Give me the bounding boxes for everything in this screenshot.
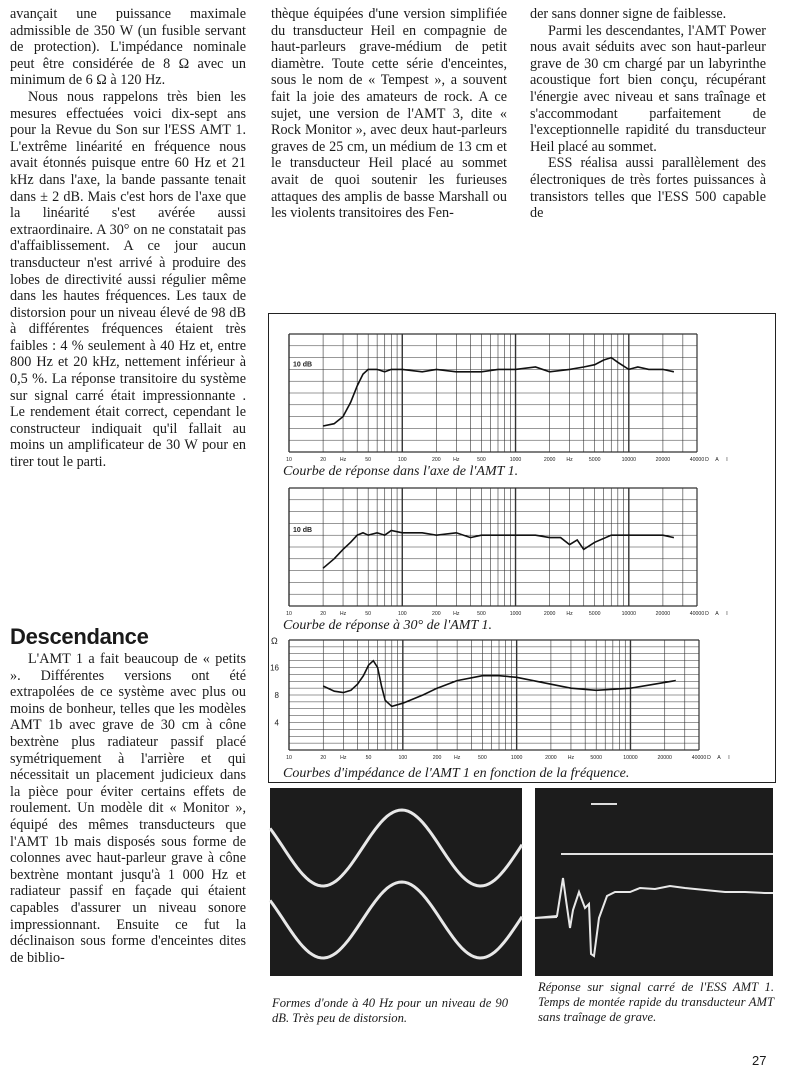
paragraph: L'AMT 1 a fait beaucoup de « petits ». Différentes versions ont été extrapolées de ce système avec plus ou moins de bonheur, telles que les modèles AMT 1b avec grave de 30 cm à cône bextrène plus radiateur passif placé symétriquement à l'arrière et qui nécessitait un placement judicieux dans la pièce pour éviter certains effets de roulement. Un modèle dit « Monitor », équipé des mêmes transducteurs que l'AMT 1b mais disposés sous forme de colonnes avec haut-parleur grave à cône bextrène montant jusqu'à 1 000 Hz et radiateur passif en façade qui étaient capables d'assurer un niveau sonore impressionnant. Ensuite ce fut la déclinaison sous forme d'enceintes dites de biblio- xyxy=(10,651,246,966)
chart-caption: Courbe de réponse dans l'axe de l'AMT 1. xyxy=(283,464,519,479)
article-column-3 xyxy=(530,6,766,222)
tick-label: 100 xyxy=(398,755,408,761)
tick-label: 200 xyxy=(432,611,441,617)
tick-label: 20000 xyxy=(655,611,671,617)
tick-label: 5000 xyxy=(588,611,601,617)
tick-label: 10000 xyxy=(621,611,637,617)
tick-label: 50 xyxy=(365,457,372,463)
tick-label: 1000 xyxy=(509,457,522,463)
tick-label: 10000 xyxy=(621,457,637,463)
tick-label: Hz xyxy=(339,457,347,463)
tick-label: 100 xyxy=(397,457,407,463)
tick-label: 20 xyxy=(320,611,326,617)
tick-label: 2000 xyxy=(545,755,557,761)
tick-label: Hz xyxy=(340,755,347,761)
tick-label: Hz xyxy=(567,755,575,761)
tick-label: 1000 xyxy=(510,755,523,761)
chart-caption: Courbe de réponse à 30° de l'AMT 1. xyxy=(283,618,492,633)
tick-label: Hz xyxy=(453,755,461,761)
paragraph: Nous nous rappelons très bien les mesures effectuées voici dix-sept ans pour la Revue du Son sur l'ESS AMT 1. L'extrême linéarité en fréquence nous avait étonnés puisque entre 60 Hz et 21 kHz dans l'axe, la bande passante tenait dans ± 2 dB. Mais c'est hors de l'axe que la linéarité s'est avérée aussi extraordinaire. A 30° on ne constatait pas d'affaiblissement. A ce jour aucun transducteur n'est arrivé à produire des lobes de directivité aussi régulier même dans les hautes fréquences. Les taux de distorsion pour un niveau élevé de 98 dB à différentes fréquences étaient très faibles : 4 % seulement à 40 Hz et, entre 800 Hz et 20 kHz, nettement inférieur à 0,5 %. La réponse transitoire du système sur signal carré était impressionnante . Le rendement était correct, cependant le constructeur indiquait qu'il fallait au moins un amplificateur de 30 W pour en tirer tout le parti. xyxy=(10,88,246,471)
tick-label: 50 xyxy=(365,755,372,761)
tick-label: 16 xyxy=(270,663,279,673)
tick-label: 5000 xyxy=(588,457,601,463)
series-line xyxy=(323,531,674,569)
chart-caption: Courbes d'impédance de l'AMT 1 en fonction de la fréquence. xyxy=(283,766,630,781)
oscilloscope-sine-waves xyxy=(270,788,522,976)
response-chart-30deg xyxy=(281,486,728,624)
image-caption: Formes d'onde à 40 Hz pour un niveau de 90 dB. Très peu de distorsion. xyxy=(272,996,508,1025)
tick-label: 20 xyxy=(320,457,326,463)
tick-label: 40000 xyxy=(689,457,705,463)
tick-label: 100 xyxy=(397,611,407,617)
paragraph: Parmi les descendantes, l'AMT Power nous avait séduits avec son haut-parleur grave de 30 cm chargé par un labyrinthe acoustique fort bien conçu, récupérant l'énergie avec niveau et sans traînage et s'accommodant parfaitement de l'exceptionnelle rapidité du transducteur Heil placé au sommet. xyxy=(530,22,766,155)
tick-label: 1000 xyxy=(509,611,522,617)
tick-label: 500 xyxy=(477,611,486,617)
tick-label: Hz xyxy=(453,457,460,463)
tick-label: 50 xyxy=(365,611,372,617)
page-number: 27 xyxy=(752,1053,767,1068)
article-column-1-top xyxy=(10,6,246,471)
tick-label: 10 xyxy=(286,755,292,761)
tick-label: I xyxy=(726,611,728,617)
paragraph: der sans donner signe de faiblesse. xyxy=(530,6,727,22)
paragraph: thèque équipées d'une version simplifiée du transducteur Heil en compagnie de haut-parleurs grave-médium de petit diamètre. Toute cette série d'enceintes, sous le nom de « Tempest », a souvent fait la joie des amateurs de rock. A ce sujet, une version de l'AMT 3, dite « Rock Monitor », avec deux haut-parleurs graves de 25 cm, un médium de 13 cm et le transducteur Heil placé au sommet avait de quoi soutenir les furieuses attaques des amplis de basse Marshall ou les violents transitoires des Fen- xyxy=(271,6,507,222)
tick-label: Hz xyxy=(566,457,573,463)
y-axis-label: Ω xyxy=(271,636,278,646)
tick-label: 20 xyxy=(320,755,327,761)
tick-label: 10 xyxy=(286,457,292,463)
article-column-1-bottom xyxy=(10,651,246,966)
tick-label: 8 xyxy=(274,691,279,700)
response-chart-axis xyxy=(281,332,728,470)
tick-label: 500 xyxy=(478,755,487,761)
paragraph: avançait une puissance maximale admissible de 350 W (un fusible servant de protection). L'impédance nominale peut être considérée de 8 Ω avec un minimum de 6 Ω à 120 Hz. xyxy=(10,6,246,89)
tick-label: A xyxy=(715,457,719,463)
scale-label: 10 dB xyxy=(293,361,313,369)
tick-label: 20000 xyxy=(657,755,672,761)
tick-label: 200 xyxy=(432,457,441,463)
tick-label: Hz xyxy=(453,611,460,617)
tick-label: 10000 xyxy=(623,755,638,761)
tick-label: 20000 xyxy=(655,457,671,463)
tick-label: 2000 xyxy=(543,611,556,617)
oscilloscope-square-response xyxy=(535,788,773,976)
tick-label: I xyxy=(728,755,730,761)
scale-label: 10 dB xyxy=(293,527,313,535)
tick-label: 40000 xyxy=(691,755,707,761)
section-heading: Descendance xyxy=(10,624,149,649)
tick-label: 200 xyxy=(432,755,442,761)
impedance-chart xyxy=(269,634,741,766)
tick-label: I xyxy=(726,457,728,463)
figure-panel xyxy=(268,313,776,783)
tick-label: 10 xyxy=(286,611,292,617)
paragraph: ESS réalisa aussi parallèlement des électroniques de très fortes puissances à transistors telles que l'ESS 500 capable de xyxy=(530,155,766,222)
tick-label: D xyxy=(705,457,709,463)
tick-label: A xyxy=(717,755,721,761)
series-line xyxy=(323,358,674,426)
tick-label: D xyxy=(707,755,711,761)
article-column-2 xyxy=(271,6,507,222)
tick-label: A xyxy=(715,611,719,617)
tick-label: 500 xyxy=(477,457,486,463)
tick-label: 4 xyxy=(274,718,279,728)
tick-label: 40000 xyxy=(689,611,705,617)
tick-label: 2000 xyxy=(543,457,556,463)
tick-label: D xyxy=(705,611,709,617)
tick-label: Hz xyxy=(566,611,573,617)
tick-label: 5000 xyxy=(590,755,602,761)
image-caption: Réponse sur signal carré de l'ESS AMT 1. Temps de montée rapide du transducteur AMT sans traînage de grave. xyxy=(538,980,774,1024)
tick-label: Hz xyxy=(339,611,347,617)
